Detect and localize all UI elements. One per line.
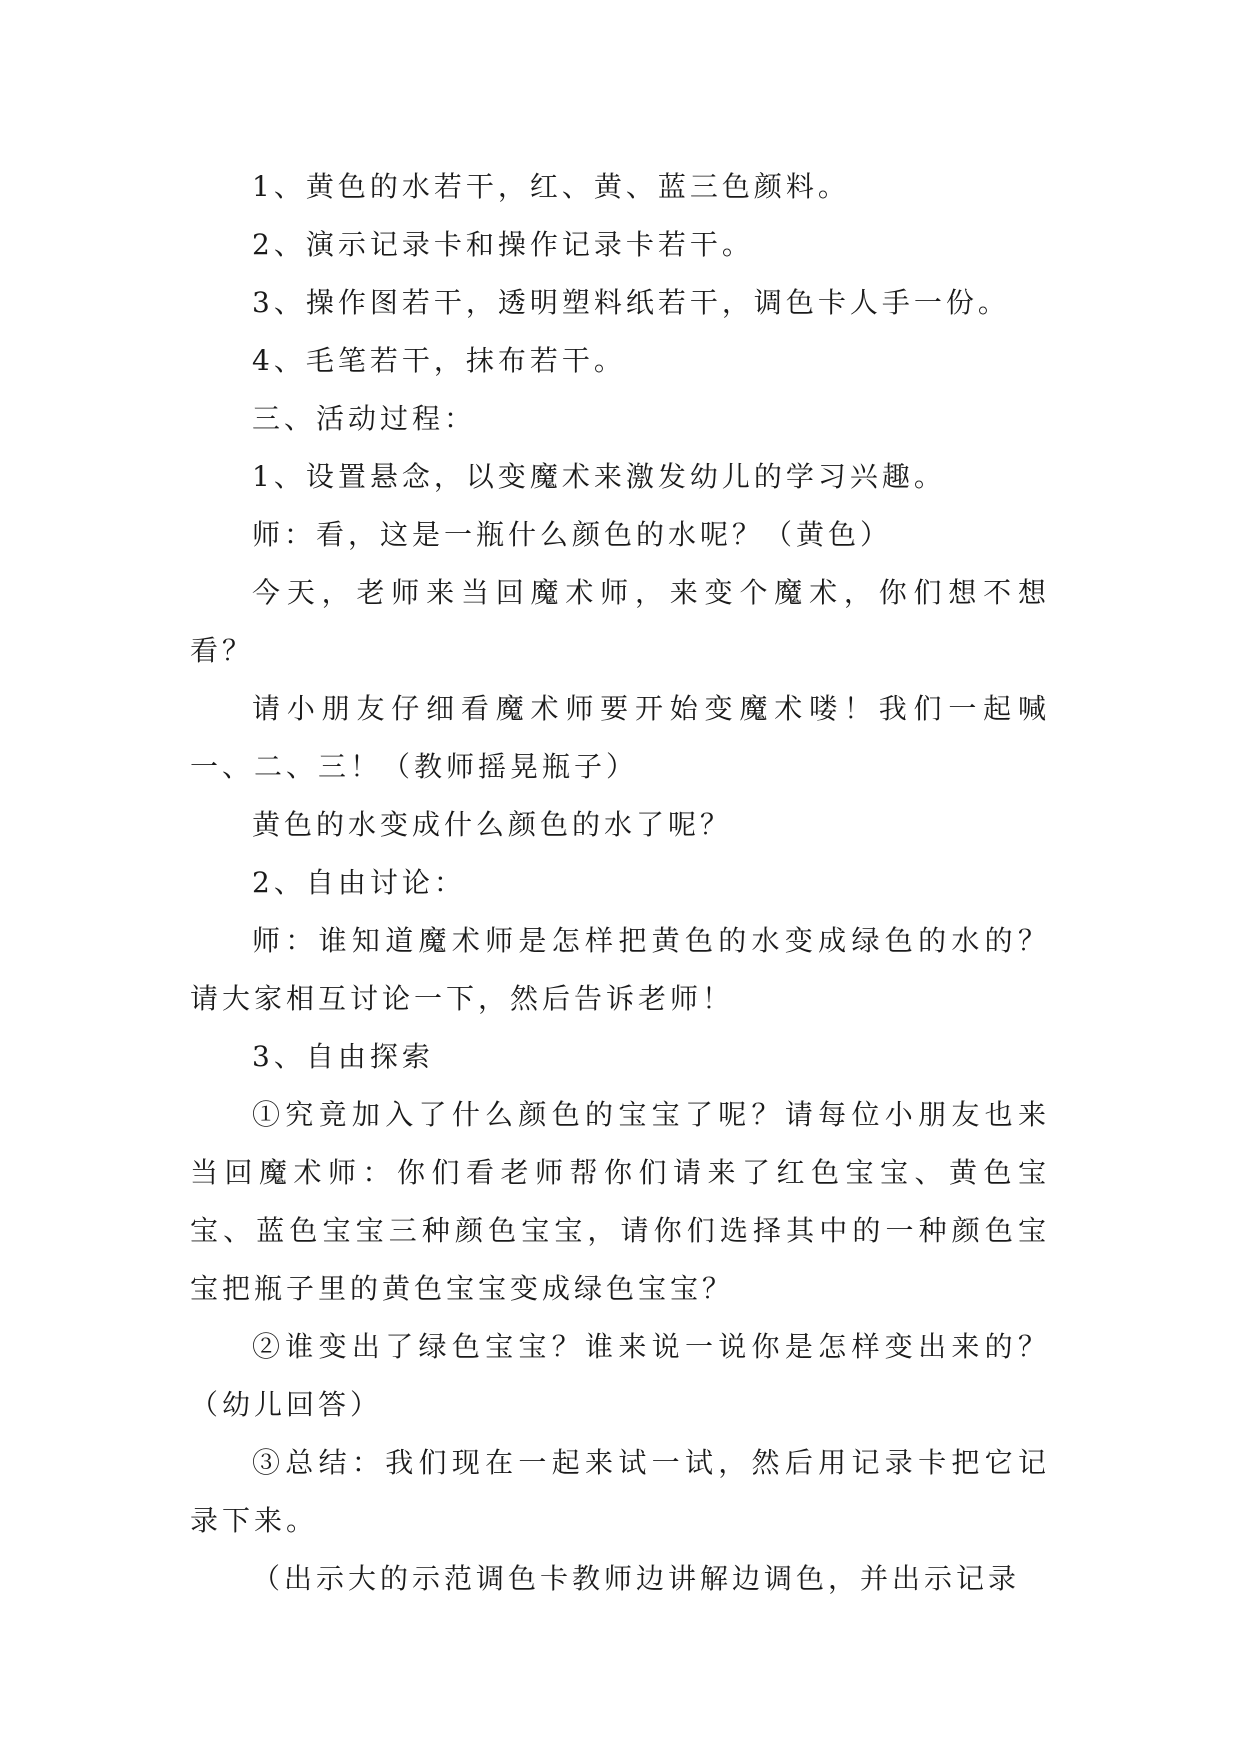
paragraph-discussion: 师：谁知道魔术师是怎样把黄色的水变成绿色的水的？请大家相互讨论一下，然后告诉老师！ [190, 924, 1050, 1015]
paragraph-demo: （出示大的示范调色卡教师边讲解边调色，并出示记录 [252, 1562, 1021, 1595]
paragraph-step-3: 3、自由探索 [252, 1040, 434, 1073]
paragraph-color-question: 黄色的水变成什么颜色的水了呢？ [252, 808, 733, 841]
paragraph-magic-start: 请小朋友仔细看魔术师要开始变魔术喽！我们一起喊一、二、三！（教师摇晃瓶子） [190, 692, 1050, 783]
paragraph-magic-intro: 今天，老师来当回魔术师，来变个魔术，你们想不想看？ [190, 576, 1050, 667]
section-heading-activity-process: 三、活动过程： [252, 402, 477, 435]
paragraph-material-4: 4、毛笔若干，抹布若干。 [252, 344, 626, 377]
paragraph-explore-1: ①究竟加入了什么颜色的宝宝了呢？请每位小朋友也来当回魔术师：你们看老师帮你们请来了红色宝宝、黄色宝宝、蓝色宝宝三种颜色宝宝，请你们选择其中的一种颜色宝宝把瓶子里的黄色宝宝变成绿色宝宝？ [190, 1098, 1050, 1305]
paragraph-explore-2: ②谁变出了绿色宝宝？谁来说一说你是怎样变出来的？（幼儿回答） [190, 1330, 1050, 1421]
paragraph-explore-3: ③总结：我们现在一起来试一试，然后用记录卡把它记录下来。 [190, 1446, 1050, 1537]
paragraph-material-3: 3、操作图若干，透明塑料纸若干，调色卡人手一份。 [252, 286, 1010, 319]
paragraph-material-2: 2、演示记录卡和操作记录卡若干。 [252, 228, 754, 261]
paragraph-step-1: 1、设置悬念，以变魔术来激发幼儿的学习兴趣。 [252, 460, 946, 493]
paragraph-material-1: 1、黄色的水若干，红、黄、蓝三色颜料。 [252, 170, 850, 203]
document-body [190, 158, 1050, 1608]
paragraph-teacher-question: 师：看，这是一瓶什么颜色的水呢？（黄色） [252, 518, 893, 551]
paragraph-step-2: 2、自由讨论： [252, 866, 466, 899]
